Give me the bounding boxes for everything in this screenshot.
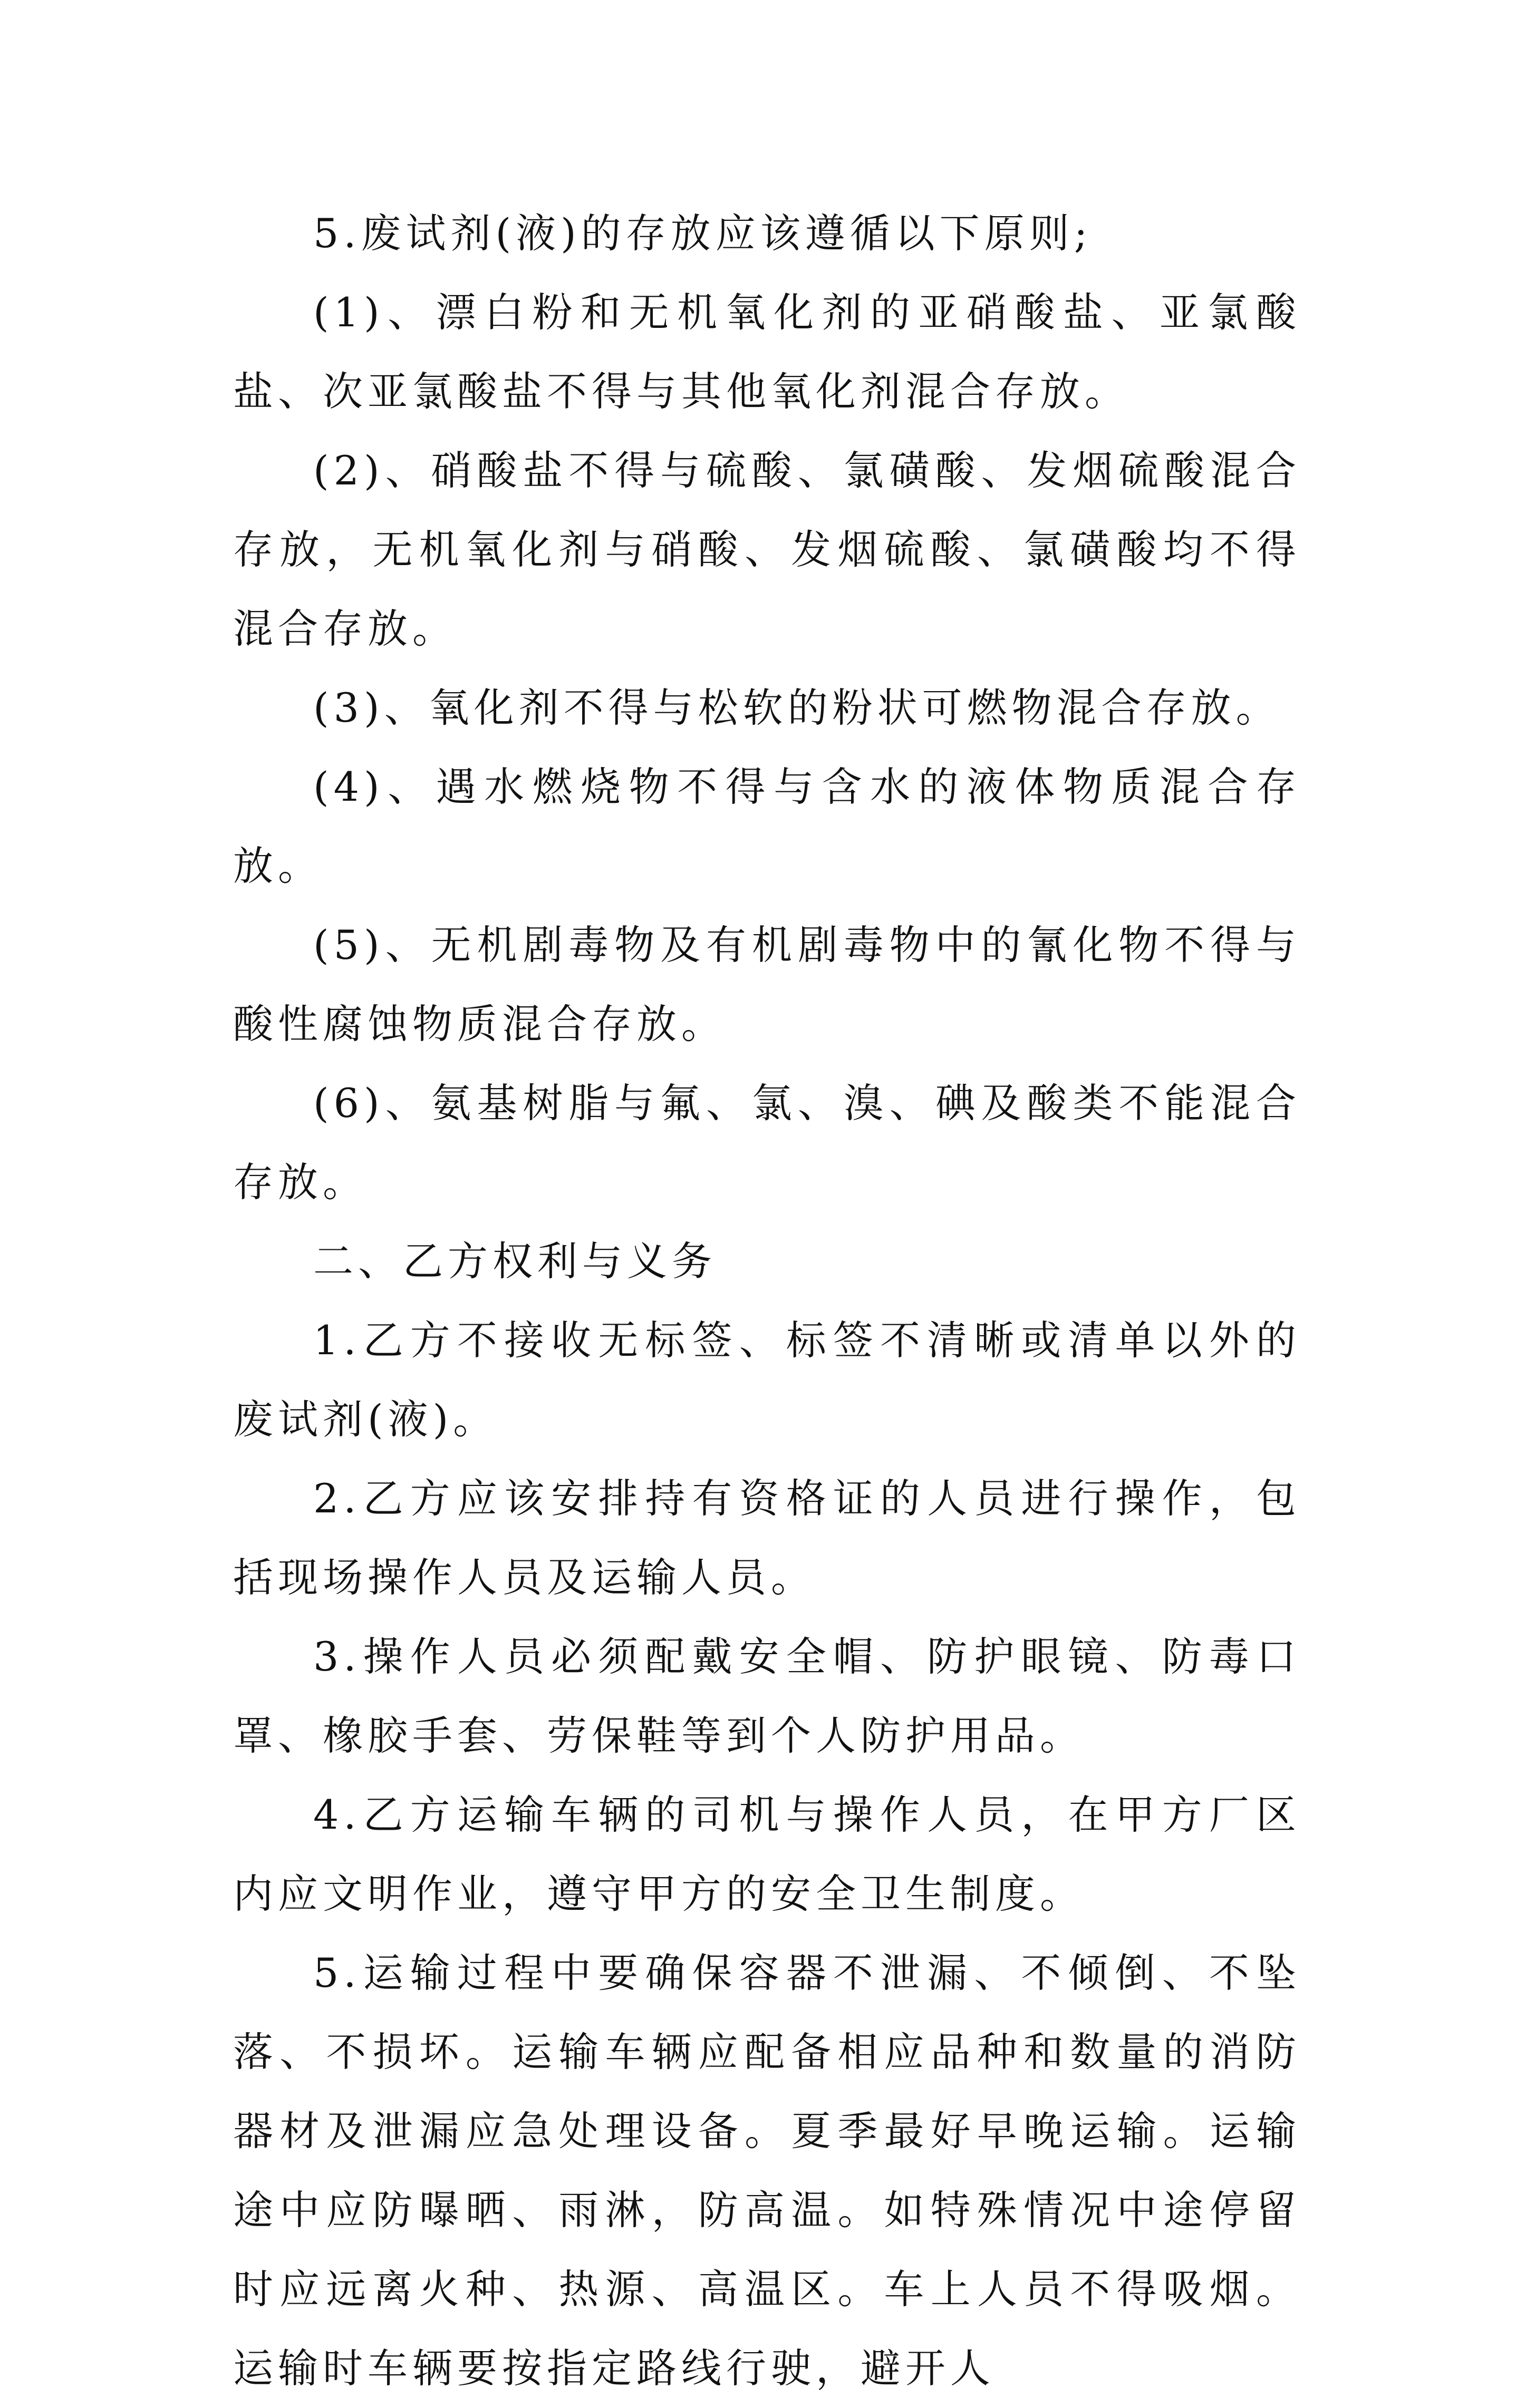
paragraph-rule-2: (2)、硝酸盐不得与硫酸、氯磺酸、发烟硫酸混合存放，无机氧化剂与硝酸、发烟硫酸、氯磺酸均不得混合存放。 [233,447,1301,652]
paragraph-rule-3: (3)、氧化剂不得与松软的粉状可燃物混合存放。 [313,684,1281,731]
paragraph-party-b-item-2: 2.乙方应该安排持有资格证的人员进行操作，包括现场操作人员及运输人员。 [233,1475,1301,1601]
paragraph-rule-4: (4)、遇水燃烧物不得与含水的液体物质混合存放。 [233,763,1301,889]
paragraph-party-b-item-1: 1.乙方不接收无标签、标签不清晰或清单以外的废试剂(液)。 [233,1317,1301,1443]
paragraph-rule-6: (6)、氨基树脂与氟、氯、溴、碘及酸类不能混合存放。 [233,1080,1301,1206]
section-heading-party-b-rights: 二、乙方权利与义务 [313,1238,717,1285]
paragraph-waste-storage-principles: 5.废试剂(液)的存放应该遵循以下原则; [313,210,1093,257]
paragraph-party-b-item-5: 5.运输过程中要确保容器不泄漏、不倾倒、不坠落、不损坏。运输车辆应配备相应品种和数量的消防器材及泄漏应急处理设备。夏季最好早晚运输。运输途中应防曝晒、雨淋，防高温。如特殊情况中途停留时应远离火种、热源、高温区。车上人员不得吸烟。运输时车辆要按指定路线行驶，避开人 [233,1949,1301,2392]
paragraph-rule-5: (5)、无机剧毒物及有机剧毒物中的氰化物不得与酸性腐蚀物质混合存放。 [233,921,1301,1047]
paragraph-rule-1: (1)、漂白粉和无机氧化剂的亚硝酸盐、亚氯酸盐、次亚氯酸盐不得与其他氧化剂混合存放。 [233,289,1301,415]
document-body [233,194,1301,2408]
paragraph-party-b-item-3: 3.操作人员必须配戴安全帽、防护眼镜、防毒口罩、橡胶手套、劳保鞋等到个人防护用品。 [233,1633,1301,1759]
paragraph-party-b-item-4: 4.乙方运输车辆的司机与操作人员，在甲方厂区内应文明作业，遵守甲方的安全卫生制度。 [233,1791,1301,1917]
